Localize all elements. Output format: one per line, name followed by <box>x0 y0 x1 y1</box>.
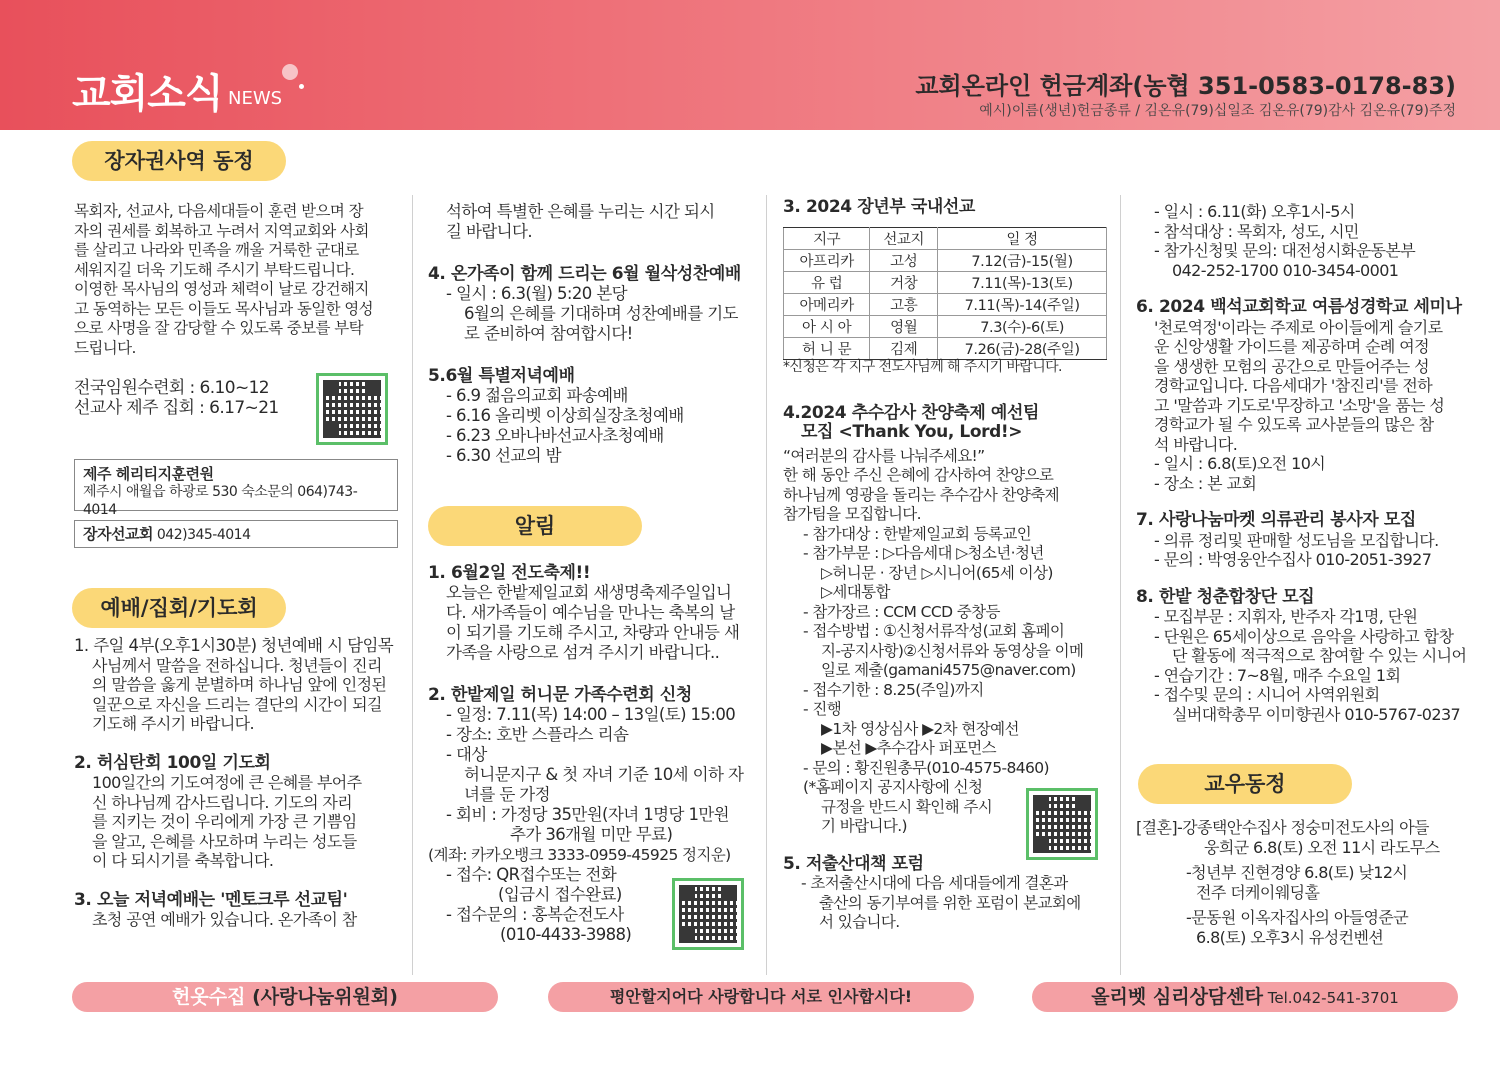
section-pill-worship: 예배/집회/기도회 <box>72 588 286 628</box>
wedding-news: [결혼]-강종택안수집사 정숭미전도사의 아들 웅희군 6.8(토) 오전 11시 라도무스 -청년부 진현경양 6.8(토) 낮12시 전주 더케이웨딩홀 -문동원 이옥자집사의 아들영준군 6.8(토) 오후3시 유성컨벤션 <box>1136 818 1440 947</box>
heritage-center-box: 제주 헤리티지훈련원 제주시 애월읍 하광로 530 숙소문의 064)743-4014 <box>74 459 398 511</box>
section-pill-jangja: 장자권사역 동정 <box>72 141 286 181</box>
column-divider <box>1120 195 1121 975</box>
worship-list: 1. 주일 4부(오후1시30분) 청년예배 시 담임목 사님께서 말씀을 전하십니다. 청년들이 진리 의 말씀을 옳게 분별하며 하나님 앞에 인정된 일꾼으로 자신을 드리는 결단의 시간이 되길 기도해 주시기 바랍니다. 2. 허심탄회 100일 기도회 100일간의 기도여정에 큰 은혜를 부어주 신 하나님께 감사드립니다. 기도의 자리 를 지키는 것이 우리에게 가장 큰 기쁨임 을 알고, 은혜를 사모하며 누리는 성도들 이 다 되시기를 축복합니다. 3. 오늘 저녁예배는 '멘토크루 선교팀' 초청 공연 예배가 있습니다. 온가족이 참 <box>74 636 394 929</box>
notice-list: 1. 6월2일 전도축제!! 오늘은 한밭제일교회 새생명축제주일입니 다. 새가족들이 예수님을 만나는 축복의 날 이 되기를 기도해 주시고, 차량과 안내등 새 가족을 사랑으로 섬겨 주시기 바랍니다.. 2. 한밭제일 허니문 가족수련회 신청 - 일정: 7.11(목) 14:00 – 13일(토) 15:00 - 장소: 호반 스플라스 리솜 - 대상 허니문지구 & 첫 자녀 기준 10세 이하 자 녀를 둔 가정 - 회비 : 가정당 35만원(자녀 1명당 1만원 추가 36개월 미만 무료) (계좌: 카카오뱅크 3333-0959-45925 정지운) - 접수: QR접수또는 전화 (입금시 접수완료) - 접수문의 : 홍복순전도사 (010-4433-3988) <box>428 563 744 944</box>
account-example: 예시)이름(생년)헌금종류 / 김온유(79)십일조 김온유(79)감사 김온유(79)주정 <box>979 103 1456 119</box>
qr-code-icon[interactable] <box>316 373 388 445</box>
page-title: 교회소식 <box>72 71 223 117</box>
event-dates: 전국임원수련회 : 6.10~12 선교사 제주 집회 : 6.17~21 <box>74 378 279 418</box>
table-header: 선교지 <box>870 228 938 250</box>
decor-dot-small-icon <box>299 84 304 89</box>
mission-schedule-table <box>783 227 1107 360</box>
table-row: 허 니 문 김제 7.26(금)-28(주일) <box>784 338 1107 360</box>
footer-greeting: 평안할지어다 사랑합니다 서로 인사합시다! <box>548 982 974 1012</box>
column-divider <box>412 195 413 975</box>
column-2: 석하여 특별한 은혜를 누리는 시간 되시 길 바랍니다. 4. 온가족이 함께 드리는 6월 월삭성찬예배 - 일시 : 6.3(월) 5:20 본당 6월의 은혜를 기대하며 성찬예배를 기도 로 준비하여 참여합시다! 5.6월 특별저녁예배 - 6.9 젊음의교회 파송예배 - 6.16 올리벳 이상희실장초청예배 - 6.23 오바나바선교사초청예배 - 6.30 선교의 밤 <box>428 202 741 465</box>
table-header: 일 정 <box>938 228 1107 250</box>
jangja-mission-box: 장자선교회 042)345-4014 <box>74 520 398 548</box>
column-3-body: *신청은 각 지구 전도사님께 해 주시기 바랍니다. 4.2024 추수감사 찬양축제 예선팀 모집 <Thank You, Lord!> “여러분의 감사를 나눠주세요!” 한 해 동안 주신 은혜에 감사하여 찬양으로 하나님께 영광을 돌리는 추수감사 찬양축제 참가팀을 모집합니다. - 참가대상 : 한밭제일교회 등록교인 - 참가부문 : ▷다음세대 ▷청소년·청년 ▷허니문 · 장년 ▷시니어(65세 이상) ▷세대통합 - 참가장르 : CCM CCD 중창등 - 접수방법 : ①신청서류작성(교회 홈페이 지-공지사항)②신청서류와 동영상을 이메 일로 제출(gamani4575@naver.com) - 접수기한 : 8.25(주일)까지 - 진행 ▶1차 영상심사 ▶2차 현장예선 ▶본선 ▶추수감사 퍼포먼스 - 문의 : 황진원총무(010-4575-8460) (*홈페이지 공지사항에 신청 규정을 반드시 확인해 주시 기 바랍니다.) 5. 저출산대책 포럼 - 초저출산시대에 다음 세대들에게 결혼과 출산의 동기부여를 위한 포럼이 본교회에 서 있습니다. <box>783 358 1113 933</box>
page-title-sub: NEWS <box>228 88 283 109</box>
footer-clothing-collection: 헌옷수집 (사랑나눔위원회) <box>72 982 498 1012</box>
table-row: 유 럽 거창 7.11(목)-13(토) <box>784 272 1107 294</box>
qr-code-icon[interactable] <box>672 878 744 950</box>
table-row: 아프리카 고성 7.12(금)-15(월) <box>784 250 1107 272</box>
page-header <box>0 0 1500 130</box>
qr-code-icon[interactable] <box>1026 788 1098 860</box>
table-header: 지구 <box>784 228 870 250</box>
column-4: - 일시 : 6.11(화) 오후1시-5시 - 참석대상 : 목회자, 성도, 시민 - 참가신청및 문의: 대전성시화운동본부 042-252-1700 010-3454-0001 6. 2024 백석교회학교 여름성경학교 세미나 '천로역정'이라는 주제로 아이들에게 슬기로 운 신앙생활 가이드를 제공하며 순례 여정 을 생생한 모험의 공간으로 만들어주는 성 경학교입니다. 다음세대가 '참진리'를 전하 고 '말씀과 기도로'무장하고 '소망'을 품는 성 경학교가 될 수 있도록 교사분들의 많은 참 석 바랍니다. - 일시 : 6.8(토)오전 10시 - 장소 : 본 교회 7. 사랑나눔마켓 의류관리 봉사자 모집 - 의류 정리및 판매할 성도님을 모집합니다. - 문의 : 박영웅안수집사 010-2051-3927 8. 한밭 청춘합창단 모집 - 모집부문 : 지휘자, 반주자 각1명, 단원 - 단원은 65세이상으로 음악을 사랑하고 합창 단 활동에 적극적으로 참여할 수 있는 시니어 - 연습기간 : 7~8월, 매주 수요일 1회 - 접수및 문의 : 시니어 사역위원회 실버대학총무 이미향권사 010-5767-0237 <box>1136 202 1467 724</box>
section-pill-members: 교우동정 <box>1138 764 1352 804</box>
column-1-intro: 목회자, 선교사, 다음세대들이 훈련 받으며 장 자의 권세를 회복하고 누려서 지역교회와 사회 를 살리고 나라와 민족을 깨울 거룩한 군대로 세워지길 더욱 기도해 주시기 부탁드립니다. 이영한 목사님의 영성과 체력이 날로 강건해지 고 동역하는 모든 이들도 목사님과 동일한 영성 으로 사명을 잘 감당할 수 있도록 중보를 부탁 드립니다. <box>74 202 374 357</box>
table-header-row <box>784 228 1107 250</box>
footer-counseling-center: 올리벳 심리상담센타 Tel.042-541-3701 <box>1032 982 1458 1012</box>
column-divider <box>766 195 767 975</box>
table-row: 아메리카 고흥 7.11(목)-14(주일) <box>784 294 1107 316</box>
section-pill-notice: 알림 <box>428 506 642 546</box>
account-title: 교회온라인 헌금계좌(농협 351-0583-0178-83) <box>915 72 1456 100</box>
table-row: 아 시 아 영월 7.3(수)-6(토) <box>784 316 1107 338</box>
column-3-title: 3. 2024 장년부 국내선교 <box>783 197 975 217</box>
decor-dot-icon <box>282 64 298 80</box>
table-note: *신청은 각 지구 전도사님께 해 주시기 바랍니다. <box>783 359 1062 375</box>
